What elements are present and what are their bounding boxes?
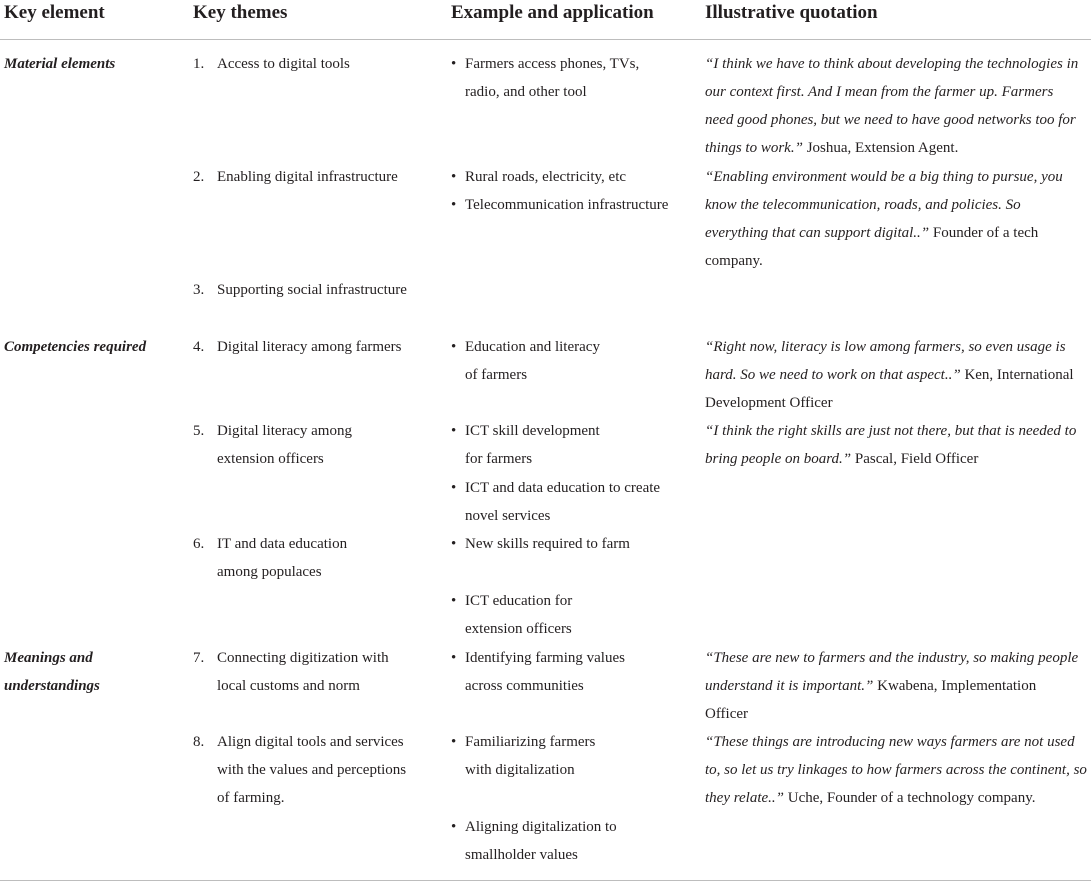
quote-text: “I think we have to think about developing the technologies in our context first. And I mean from the farmer up. Farmers need good phones, but we need to have good networks too for things to work.”	[705, 56, 1079, 156]
quote-text: “These are new to farmers and the industry, so making people understand it is important.”	[705, 650, 1079, 694]
table-bottom-rule	[0, 880, 1091, 881]
example-item: Education and literacy of farmers	[465, 339, 600, 383]
header-illustrative-quotation: Illustrative quotation	[705, 2, 878, 23]
example-item: Rural roads, electricity, etc	[465, 169, 627, 185]
bullet-icon: •	[451, 339, 457, 355]
theme-number: 7.	[193, 650, 205, 666]
key-element-meanings: Meanings and understandings	[4, 650, 100, 694]
quote-text: “Enabling environment would be a big thing to pursue, you know the telecommunication, roads, and policies. So everything that can support digital..”	[705, 169, 1063, 241]
theme-it-data-education: IT and data education among populaces	[217, 536, 348, 580]
quotation	[705, 644, 1091, 728]
theme-literacy-farmers: Digital literacy among farmers	[217, 339, 402, 355]
theme-number: 2.	[193, 169, 205, 185]
quote-speaker: Founder of a tech company.	[705, 225, 1039, 269]
example-item: ICT and data education to create novel services	[465, 480, 661, 524]
theme-enabling-infrastructure: Enabling digital infrastructure	[217, 169, 398, 185]
theme-literacy-extension-officers: Digital literacy among extension officers	[217, 423, 352, 467]
quotation	[705, 333, 1091, 417]
quotation	[705, 163, 1091, 275]
theme-social-infrastructure: Supporting social infrastructure	[217, 282, 407, 298]
example-item: New skills required to farm	[465, 536, 630, 552]
theme-number: 1.	[193, 56, 205, 72]
bullet-icon: •	[451, 593, 457, 609]
theme-number: 3.	[193, 282, 205, 298]
example-item: Aligning digitalization to smallholder values	[465, 819, 617, 863]
theme-number: 5.	[193, 423, 205, 439]
key-element-competencies: Competencies required	[4, 339, 147, 355]
quote-speaker: Kwabena, Implementation Officer	[705, 678, 1037, 722]
example-item: Telecommunication infrastructure	[465, 197, 669, 213]
example-item: Familiarizing farmers with digitalization	[465, 734, 596, 778]
example-item: Farmers access phones, TVs, radio, and other tool	[465, 56, 640, 100]
header-example-application: Example and application	[451, 2, 654, 23]
bullet-icon: •	[451, 197, 457, 213]
example-item: ICT skill development for farmers	[465, 423, 600, 467]
quote-speaker: Joshua, Extension Agent.	[802, 140, 959, 156]
theme-access-digital-tools: Access to digital tools	[217, 56, 350, 72]
quote-speaker: Uche, Founder of a technology company.	[784, 790, 1036, 806]
theme-number: 6.	[193, 536, 205, 552]
bullet-icon: •	[451, 650, 457, 666]
bullet-icon: •	[451, 169, 457, 185]
example-item: Identifying farming values across communities	[465, 650, 625, 694]
quote-speaker: Ken, International Development Officer	[705, 367, 1074, 411]
header-key-themes: Key themes	[193, 2, 288, 23]
bullet-icon: •	[451, 56, 457, 72]
quote-text: “Right now, literacy is low among farmers, so even usage is hard. So we need to work on that aspect..”	[705, 339, 1066, 383]
bullet-icon: •	[451, 480, 457, 496]
quotation	[705, 417, 1091, 473]
quote-text: “These things are introducing new ways farmers are not used to, so let us try linkages to how farmers across the continent, so they relate..”	[705, 734, 1087, 806]
theme-connecting-customs: Connecting digitization with local customs and norm	[217, 650, 389, 694]
theme-number: 8.	[193, 734, 205, 750]
header-key-element: Key element	[4, 2, 105, 23]
bullet-icon: •	[451, 734, 457, 750]
key-element-material: Material elements	[4, 56, 116, 72]
theme-number: 4.	[193, 339, 205, 355]
header-divider	[0, 39, 1091, 40]
quotation	[705, 50, 1091, 162]
quotation	[705, 728, 1091, 812]
quote-speaker: Pascal, Field Officer	[851, 451, 979, 467]
bullet-icon: •	[451, 536, 457, 552]
quote-text: “I think the right skills are just not there, but that is needed to bring people on board.”	[705, 423, 1077, 467]
example-item: ICT education for extension officers	[465, 593, 573, 637]
theme-align-values: Align digital tools and services with the values and perceptions of farming.	[217, 734, 407, 806]
bullet-icon: •	[451, 423, 457, 439]
bullet-icon: •	[451, 819, 457, 835]
